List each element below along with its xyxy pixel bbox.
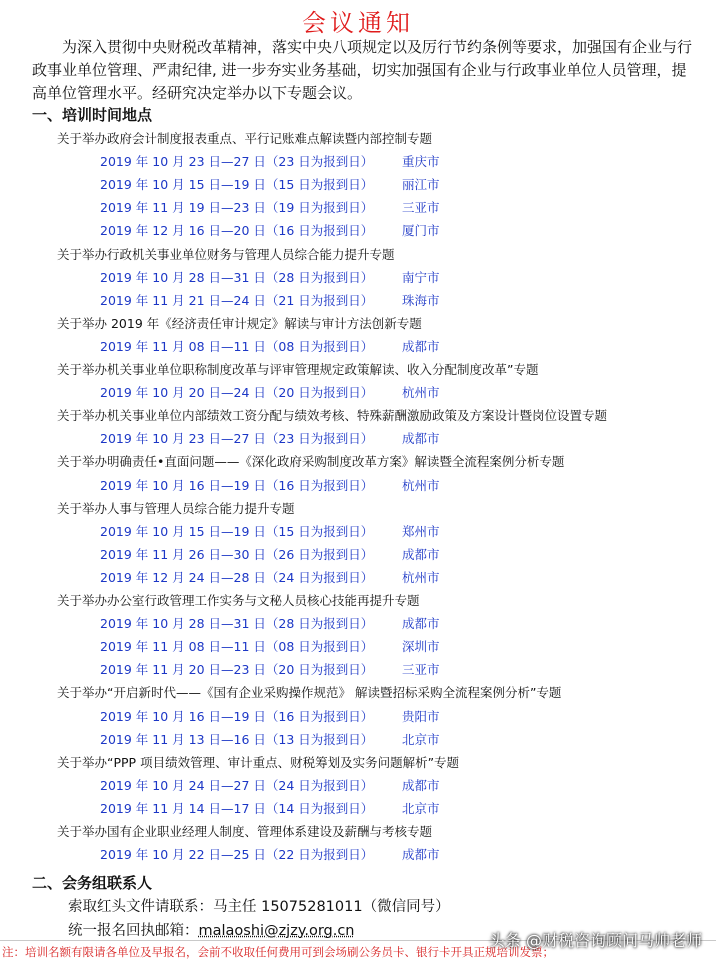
session-city: 成都市: [402, 338, 440, 354]
session-row: [0, 567, 716, 589]
session-row: [0, 613, 716, 635]
session-row: [0, 428, 716, 450]
session-city: 三亚市: [402, 662, 440, 678]
session-row: [0, 475, 716, 497]
session-row: [0, 775, 716, 797]
topic-title: 关于举办政府会计制度报表重点、平行记账难点解读暨内部控制专题: [57, 131, 433, 146]
session-row: [0, 798, 716, 820]
topic-title: 关于举办机关事业单位职称制度改革与评审管理规定政策解读、收入分配制度改革”专题: [57, 362, 539, 377]
topic-title: 关于举办“开启新时代——《国有企业采购操作规范》 解读暨招标采购全流程案例分析”专题: [57, 685, 562, 701]
session-city: 成都市: [402, 546, 440, 562]
session-date: 2019 年 11 月 08 日—11 日（08 日为报到日）: [100, 639, 374, 655]
session-city: 厦门市: [402, 223, 440, 239]
section1-heading: 一、培训时间地点: [32, 106, 153, 124]
session-date: 2019 年 12 月 24 日—28 日（24 日为报到日）: [100, 569, 374, 585]
session-city: 深圳市: [402, 639, 440, 655]
intro-paragraph: 为深入贯彻中央财税改革精神，落实中央八项规定以及厉行节约条例等要求，加强国有企业与行政事业单位管理、严肃纪律, 进一步夯实业务基础，切实加强国有企业与行政事业单位人员管理，提高单位管理水平。经研究决定举办以下专题会议。: [32, 38, 693, 102]
session-row: [0, 174, 716, 196]
session-city: 成都市: [402, 616, 440, 632]
email-label: 统一报名回执邮箱：: [68, 923, 199, 939]
session-date: 2019 年 11 月 21 日—24 日（21 日为报到日）: [100, 292, 374, 308]
session-city: 三亚市: [402, 200, 440, 216]
session-city: 郑州市: [402, 523, 440, 539]
session-city: 成都市: [402, 777, 440, 793]
session-city: 珠海市: [402, 292, 440, 308]
email-address[interactable]: malaoshi@zjzy.org.cn: [198, 923, 355, 939]
session-date: 2019 年 11 月 26 日—30 日（26 日为报到日）: [100, 546, 374, 562]
session-city: 杭州市: [402, 569, 440, 585]
session-date: 2019 年 10 月 20 日—24 日（20 日为报到日）: [100, 385, 374, 401]
session-date: 2019 年 10 月 28 日—31 日（28 日为报到日）: [100, 616, 374, 632]
topic-title: 关于举办机关事业单位内部绩效工资分配与绩效考核、特殊薪酬激励政策及方案设计暨岗位设置专题: [57, 408, 608, 424]
footer-note: 注：培训名额有限请各单位及早报名，会前不收取任何费用可到会场刷公务员卡、银行卡开具正规培训发票；: [2, 945, 554, 959]
topic-title: 关于举办明确责任•直面问题——《深化政府采购制度改革方案》解读暨全流程案例分析专题: [57, 454, 565, 470]
session-date: 2019 年 10 月 16 日—19 日（16 日为报到日）: [100, 477, 374, 493]
session-city: 丽江市: [402, 177, 440, 193]
session-row: [0, 336, 716, 358]
session-date: 2019 年 11 月 13 日—16 日（13 日为报到日）: [100, 731, 374, 747]
session-city: 南宁市: [402, 269, 440, 285]
section2-heading: 二、会务组联系人: [32, 874, 153, 892]
session-row: [0, 844, 716, 866]
session-row: [0, 706, 716, 728]
topic-title: 关于举办“PPP 项目绩效管理、审计重点、财税筹划及实务问题解析”专题: [57, 754, 460, 770]
session-city: 成都市: [402, 431, 440, 447]
session-city: 北京市: [402, 731, 440, 747]
session-row: [0, 382, 716, 404]
session-row: [0, 197, 716, 219]
session-date: 2019 年 10 月 23 日—27 日（23 日为报到日）: [100, 154, 374, 170]
session-row: [0, 290, 716, 312]
session-row: [0, 729, 716, 751]
topic-title: 关于举办国有企业职业经理人制度、管理体系建设及薪酬与考核专题: [57, 824, 433, 839]
session-row: [0, 659, 716, 681]
session-date: 2019 年 12 月 16 日—20 日（16 日为报到日）: [100, 223, 374, 239]
session-date: 2019 年 11 月 14 日—17 日（14 日为报到日）: [100, 800, 374, 816]
email-line: [68, 919, 355, 940]
session-city: 成都市: [402, 847, 440, 863]
session-city: 重庆市: [402, 154, 440, 170]
topic-title: 关于举办行政机关事业单位财务与管理人员综合能力提升专题: [57, 246, 395, 262]
session-row: [0, 267, 716, 289]
topic-title: 关于举办办公室行政管理工作实务与文秘人员核心技能再提升专题: [57, 593, 420, 608]
page-title: 会议通知: [302, 9, 414, 37]
watermark-text: 头条 @财税咨询顾问马帅老师: [488, 931, 702, 950]
topic-title: 关于举办人事与管理人员综合能力提升专题: [57, 500, 295, 516]
session-date: 2019 年 10 月 15 日—19 日（15 日为报到日）: [100, 523, 374, 539]
session-city: 杭州市: [402, 385, 440, 401]
topic-title: 关于举办 2019 年《经济责任审计规定》解读与审计方法创新专题: [57, 315, 422, 331]
session-date: 2019 年 11 月 20 日—23 日（20 日为报到日）: [100, 662, 374, 678]
session-city: 杭州市: [402, 477, 440, 493]
session-date: 2019 年 11 月 08 日—11 日（08 日为报到日）: [100, 338, 374, 354]
contact-line: 索取红头文件请联系：马主任 15075281011（微信同号）: [68, 899, 450, 915]
session-row: [0, 544, 716, 566]
session-city: 北京市: [402, 800, 440, 816]
session-row: [0, 521, 716, 543]
session-row: [0, 151, 716, 173]
session-date: 2019 年 10 月 16 日—19 日（16 日为报到日）: [100, 708, 374, 724]
session-date: 2019 年 10 月 24 日—27 日（24 日为报到日）: [100, 777, 374, 793]
session-date: 2019 年 10 月 15 日—19 日（15 日为报到日）: [100, 177, 374, 193]
session-city: 贵阳市: [402, 708, 440, 724]
session-date: 2019 年 10 月 28 日—31 日（28 日为报到日）: [100, 269, 374, 285]
session-row: [0, 220, 716, 242]
session-date: 2019 年 11 月 19 日—23 日（19 日为报到日）: [100, 200, 374, 216]
session-date: 2019 年 10 月 22 日—25 日（22 日为报到日）: [100, 847, 374, 863]
session-row: [0, 636, 716, 658]
session-date: 2019 年 10 月 23 日—27 日（23 日为报到日）: [100, 431, 374, 447]
